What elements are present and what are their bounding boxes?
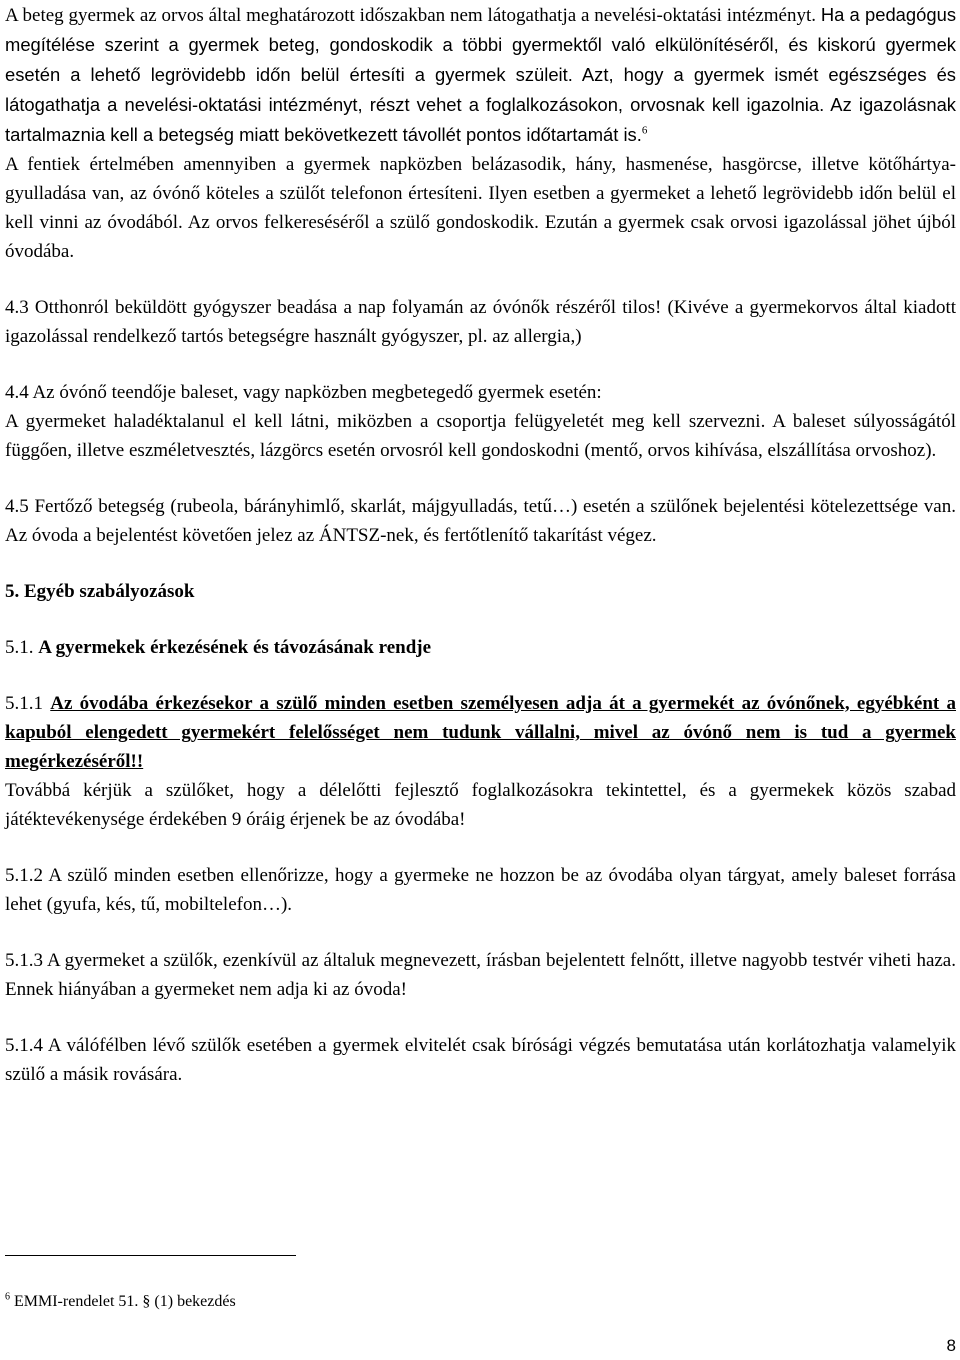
page-number: 8 (946, 1336, 956, 1355)
paragraph-5-1-1-emphasis: Az óvodába érkezésekor a szülő minden esetben személyesen adja át a gyermekét az óvónőnek, egyébként a kapuból elengedett gyermekért felelősséget nem tudunk vállalni, mivel az óvónő nem is tud a gyermek megérkezéséről!! (5, 693, 956, 772)
section-heading-5: 5. Egyéb szabályozások (5, 581, 195, 602)
paragraph-sick-child-rest: Ha a pedagógus megítélése szerint a gyermek beteg, gondoskodik a többi gyermektől való elkülönítéséről, és kiskorú gyermek esetén a lehető legrövidebb időn belül értesíti a gyermek szüleit. Azt, hogy a gyermek ismét egészséges és látogathatja a nevelési-oktatási intézményt, részt vehet a foglalkozásokon, orvosnak kell igazolnia. Az igazolásnak tartalmaznia kell a betegség miatt bekövetkezett távollét pontos időtartamát is. (5, 4, 957, 145)
paragraph-4-4-body: A gyermeket haladéktalanul el kell látni, miközben a csoportja felügyeletét meg kell szervezni. A baleset súlyosságától függően, illetve eszméletvesztés, lázgörcs esetén orvosról kell gondoskodni (mentő, orvos kihívása, elszállítása orvoshoz). (5, 411, 956, 461)
paragraph-sick-child (5, 0, 956, 150)
section-heading-5-1-number: 5.1. (5, 637, 34, 658)
paragraph-5-1-1-number: 5.1.1 (5, 693, 43, 714)
paragraph-5-1-3: 5.1.3 A gyermeket a szülők, ezenkívül az általuk megnevezett, írásban bejelentett felnőtt, illetve nagyobb testvér viheti haza. Ennek hiányában a gyermeket nem adja ki az óvoda! (5, 950, 956, 1000)
paragraph-5-1-1-bold (5, 689, 956, 776)
footnote (5, 1292, 605, 1312)
footnote-text: EMMI-rendelet 51. § (1) bekezdés (14, 1293, 236, 1310)
paragraph-5-1-2: 5.1.2 A szülő minden esetben ellenőrizze, hogy a gyermeke ne hozzon be az óvodába olyan tárgyat, amely baleset forrása lehet (gyufa, kés, tű, mobiltelefon…). (5, 865, 956, 915)
footnote-number: 6 (5, 1291, 10, 1303)
section-heading-5-1-text: A gyermekek érkezésének és távozásának rendje (38, 637, 432, 658)
paragraph-4-4-title: 4.4 Az óvónő teendője baleset, vagy napközben megbetegedő gyermek esetén: (5, 382, 602, 403)
paragraph-5-1-4: 5.1.4 A válófélben lévő szülők esetében a gyermek elvitelét csak bírósági végzés bemutatása után korlátozhatja valamelyik szülő a másik rovására. (5, 1035, 956, 1085)
paragraph-4-3-medication: 4.3 Otthonról beküldött gyógyszer beadása a nap folyamán az óvónők részéről tilos! (Kivéve a gyermekorvos által kiadott igazolással rendelkező tartós betegségre használt gyógyszer, pl. az allergia,) (5, 297, 956, 347)
paragraph-5-1-1-rest: Továbbá kérjük a szülőket, hogy a délelőtti fejlesztő foglalkozásokra tekintettel, és a gyermekek közös szabad játéktevékenysége érdekében 9 óráig érjenek be az óvodába! (5, 780, 956, 830)
section-heading-5-1 (5, 633, 956, 662)
document-page (5, 0, 956, 1089)
paragraph-illness-during-day: A fentiek értelmében amennyiben a gyermek napközben belázasodik, hány, hasmenése, hasgörcse, illetve kötőhártya-gyulladása van, az óvónő köteles a szülőt telefonon értesíteni. Ilyen esetben a gyermeket a lehető legrövidebb időn belül el kell vinni az óvodából. Az orvos felkereséséről a szülő gondoskodik. Ezután a gyermek csak orvosi igazolással jöhet újból óvodába. (5, 154, 956, 262)
paragraph-sick-child-sentence1: A beteg gyermek az orvos által meghatározott időszakban nem látogathatja a nevelési-oktatási intézményt. (5, 5, 816, 26)
paragraph-4-5-infectious: 4.5 Fertőző betegség (rubeola, bárányhimlő, skarlát, májgyulladás, tetű…) esetén a szülőnek bejelentési kötelezettsége van. Az óvoda a bejelentést követően jelez az ÁNTSZ-nek, és fertőtlenítő takarítást végez. (5, 496, 956, 546)
footnote-separator (5, 1255, 296, 1256)
footnote-reference[interactable]: 6 (641, 124, 648, 137)
